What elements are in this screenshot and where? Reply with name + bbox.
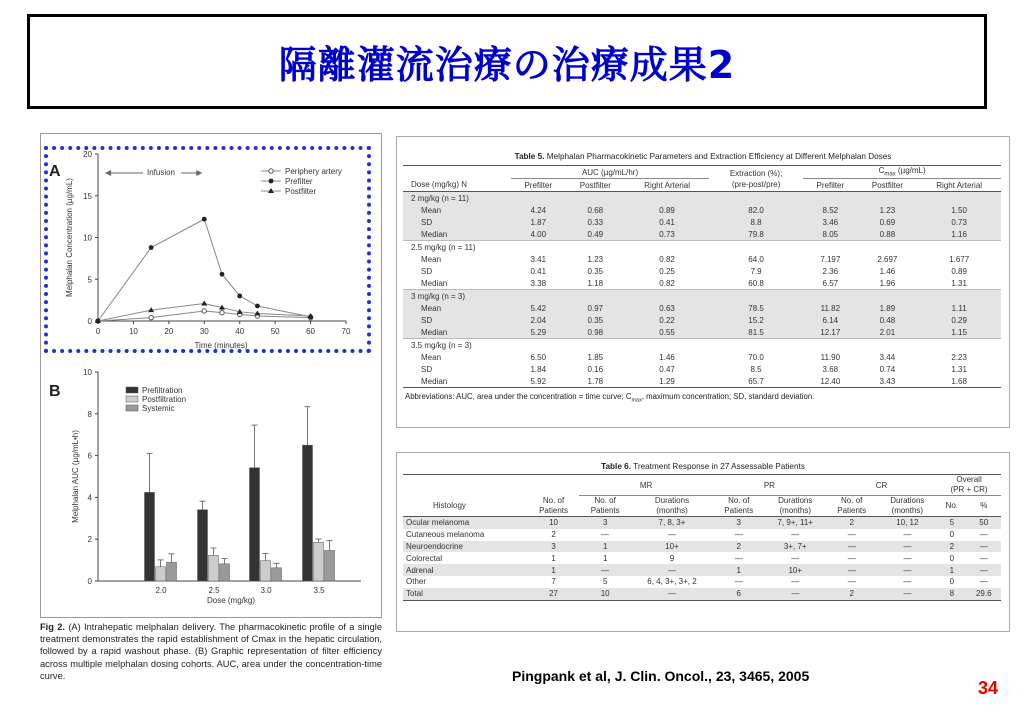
t5-cell: 0.48: [879, 315, 896, 325]
t6-cell: —: [791, 553, 800, 563]
t6-cell: —: [791, 530, 800, 540]
t6-cell: —: [979, 541, 988, 551]
table-row: [403, 253, 1001, 265]
t5-stat-label: Median: [421, 376, 448, 386]
t5-stat-label: Median: [421, 327, 448, 337]
t6-cell: —: [903, 541, 912, 551]
panel-a-x-tick-label: 70: [341, 327, 351, 336]
t6-cell: —: [791, 577, 800, 587]
t5-col-cmax-prefilter: Prefilter: [816, 180, 845, 190]
table-row: [403, 588, 1001, 600]
panel-b-category-label: 2.5: [208, 586, 220, 595]
t5-cell: 1.46: [659, 352, 675, 362]
t5-cell: 6.50: [530, 352, 547, 362]
t5-cell: 0.49: [587, 229, 604, 239]
t5-cell: 2.04: [530, 315, 547, 325]
panel-a-label: A: [49, 163, 61, 180]
t5-cell: 1.31: [951, 278, 967, 288]
table-row: [403, 363, 1001, 375]
panel-a-y-tick-label: 5: [87, 275, 92, 285]
t5-stat-label: Mean: [421, 254, 442, 264]
table-row: [403, 265, 1001, 277]
t6-col-pr-patients: No. of Patients: [724, 496, 754, 515]
panel-b-bar: [272, 568, 282, 581]
panel-b-bar: [261, 561, 271, 581]
t5-cell: 0.47: [659, 364, 675, 374]
t5-cell: 1.16: [951, 229, 967, 239]
slide-title-box: [27, 14, 987, 109]
t5-cell: 0.35: [587, 315, 604, 325]
t6-cell: —: [847, 577, 856, 587]
t6-group-cr: CR: [826, 475, 937, 496]
table-row: [403, 564, 1001, 576]
t5-cell: 4.24: [530, 205, 547, 215]
t5-col-dose: Dose (mg/kg) N: [411, 180, 468, 190]
t5-group-extraction: Extraction (%); (pre-post/pre): [729, 168, 783, 189]
t5-stat-label: SD: [421, 364, 433, 374]
panel-b-legend-swatch: [126, 396, 138, 402]
t6-col-pr-durations: Durations (months): [778, 496, 813, 515]
t6-cell: 10, 12: [896, 518, 919, 528]
table-row: [403, 351, 1001, 363]
panel-b-y-tick-label: 8: [87, 409, 92, 419]
t5-cell: 3.44: [879, 352, 896, 362]
t5-cell: 12.40: [820, 376, 841, 386]
t6-col-histology: Histology: [433, 500, 466, 510]
table6-label: Table 6.: [601, 462, 631, 471]
t5-cell: 12.17: [820, 327, 841, 337]
t5-cell: 2.36: [822, 266, 839, 276]
t6-cell: —: [903, 589, 912, 599]
t5-cell: 0.98: [587, 327, 604, 337]
t5-cell: 0.63: [659, 303, 675, 313]
t5-cell: 1.31: [951, 364, 967, 374]
t5-stat-label: Mean: [421, 303, 442, 313]
t6-cell: 0: [949, 530, 955, 540]
panel-a-x-tick-label: 10: [128, 327, 138, 336]
panel-b-bar: [250, 468, 260, 581]
table5-footnote: Abbreviations: AUC, area under the concentration = time curve; $C_{max}$, maximum concentration; SD, standard deviation.: [405, 392, 815, 404]
t6-cell: 3: [736, 518, 741, 528]
t5-cell: 1.50: [951, 205, 967, 215]
t5-group-label: 2 mg/kg (n = 11): [411, 193, 469, 203]
figure-caption: [40, 621, 382, 682]
highlight-dotted-box: [44, 146, 371, 353]
panel-b-legend-swatch: [126, 387, 138, 393]
t5-cell: 15.2: [748, 315, 764, 325]
t6-col-overall-pct: %: [980, 501, 988, 510]
t6-col-mr-patients: No. of Patients: [590, 496, 620, 515]
t6-cell: 3: [602, 518, 608, 528]
t5-cell: 0.89: [951, 266, 967, 276]
t5-cell: 65.7: [748, 376, 764, 386]
t6-cell: 6: [736, 589, 741, 599]
t6-cell: 6, 4, 3+, 3+, 2: [647, 577, 697, 587]
t5-cell: 3.46: [822, 217, 839, 227]
t6-cell: —: [734, 577, 743, 587]
t6-cell: 1: [551, 565, 556, 575]
t6-cell: 1: [949, 565, 955, 575]
t5-cell: 5.29: [530, 327, 547, 337]
t5-cell: 3.41: [530, 254, 547, 264]
t5-cell: 1.677: [949, 254, 970, 264]
t6-cell: 7, 8, 3+: [658, 518, 686, 528]
t5-cell: 1.11: [951, 303, 967, 313]
t6-cell: 8: [949, 589, 955, 599]
panel-b-bar: [167, 562, 177, 581]
t6-cell: 1: [551, 553, 556, 563]
t6-col-cr-durations: Durations (months): [890, 496, 925, 515]
t5-cell: 3.68: [822, 364, 839, 374]
t6-cell: 0: [949, 577, 955, 587]
table6-title: [397, 462, 1009, 471]
t5-cell: 1.84: [530, 364, 547, 374]
panel-b-y-tick-label: 0: [87, 577, 92, 586]
t5-cell: 0.97: [587, 303, 604, 313]
t5-stat-label: Median: [421, 278, 448, 288]
t5-group-label: 3.5 mg/kg (n = 3): [411, 340, 472, 350]
t5-cell: 0.16: [587, 364, 604, 374]
t6-histology: Neuroendocrine: [406, 541, 463, 551]
t5-cell: 0.69: [879, 217, 896, 227]
t5-cell: 1.87: [530, 217, 547, 227]
table-row: [403, 541, 1001, 553]
t5-cell: 3.43: [879, 376, 896, 386]
panel-a-x-tick-label: 60: [306, 327, 316, 336]
t6-cell: —: [847, 553, 856, 563]
t5-cell: 0.89: [659, 205, 675, 215]
t5-cell: 0.82: [659, 254, 675, 264]
panel-b-bar: [145, 492, 155, 581]
panel-b-category-label: 3.0: [260, 586, 272, 595]
t6-cell: 2: [736, 541, 741, 551]
t6-cell: —: [903, 577, 912, 587]
t6-cell: —: [847, 530, 856, 540]
panel-a-y-tick-label: 10: [83, 233, 92, 243]
t5-cell: 0.74: [879, 364, 896, 374]
t5-col-right-arterial: Right Arterial: [644, 180, 690, 190]
t6-cell: 0: [949, 553, 955, 563]
t6-histology: Ocular melanoma: [406, 518, 470, 528]
t5-cell: 0.33: [587, 217, 604, 227]
t5-cell: 0.22: [659, 315, 675, 325]
t5-cell: 0.25: [659, 266, 675, 276]
t5-cell: 79.8: [748, 229, 764, 239]
t5-cell: 2.01: [879, 327, 896, 337]
panel-a-y-tick-label: 15: [83, 191, 92, 201]
table-row: [403, 204, 1001, 216]
t6-cell: —: [601, 530, 610, 540]
panel-b-y-tick-label: 6: [87, 451, 92, 461]
panel-b-label: B: [49, 383, 61, 400]
t5-cell: 11.82: [820, 303, 841, 313]
t5-cell: 0.55: [659, 327, 675, 337]
table-row: [403, 375, 1001, 388]
t5-col-prefilter: Prefilter: [524, 180, 553, 190]
t5-cell: 8.8: [750, 217, 762, 227]
t5-col-postfilter: Postfilter: [579, 180, 611, 190]
t5-cell: 8.52: [822, 205, 839, 215]
t6-cell: 29.6: [975, 589, 992, 599]
t5-cell: 3.38: [530, 278, 547, 288]
t5-cell: 0.41: [659, 217, 675, 227]
t5-cell: 1.23: [879, 205, 896, 215]
t6-cell: 2: [551, 530, 556, 540]
t5-stat-label: SD: [421, 266, 433, 276]
t5-stat-label: SD: [421, 217, 433, 227]
t6-cell: 9: [669, 553, 675, 563]
t6-cell: 7, 9+, 11+: [777, 518, 813, 528]
t5-cell: 0.41: [530, 266, 547, 276]
t6-col-patients: No. of Patients: [539, 495, 568, 515]
panel-a-legend-label: Prefilter: [285, 177, 313, 186]
panel-a-y-label: Melphalan Concentration (µg/mL): [65, 178, 74, 297]
t5-cell: 1.18: [587, 278, 604, 288]
t5-group-row: [403, 290, 1001, 303]
panel-b-legend-label: Systemic: [142, 404, 175, 413]
t5-cell: 1.23: [587, 254, 604, 264]
t6-cell: —: [667, 530, 676, 540]
panel-b-category-label: 2.0: [155, 586, 167, 595]
t6-cell: 2: [849, 589, 854, 599]
table5-panel: [396, 136, 1010, 428]
t5-cell: 4.00: [530, 229, 547, 239]
table-row: [403, 326, 1001, 339]
t5-cell: 2.23: [951, 352, 967, 362]
t5-stat-label: Median: [421, 229, 448, 239]
t5-cell: 1.78: [587, 376, 604, 386]
t5-group-label: 3 mg/kg (n = 3): [411, 291, 466, 301]
panel-b-bar: [220, 564, 230, 581]
t5-group-cmax: $C_{max}$ (µg/mL): [803, 166, 1001, 179]
table6: [403, 474, 1001, 601]
t6-cell: 5: [602, 577, 608, 587]
t6-group-mr: MR: [579, 475, 713, 496]
t6-cell: —: [667, 565, 676, 575]
t5-cell: 1.15: [951, 327, 967, 337]
t6-cell: 10: [549, 518, 558, 528]
t6-cell: 1: [602, 553, 608, 563]
t5-group-auc: AUC (µg/mL/hr): [511, 166, 709, 179]
panel-a-x-tick-label: 40: [235, 327, 245, 336]
table-row: [403, 576, 1001, 588]
t5-cell: 60.8: [748, 278, 764, 288]
t6-cell: 5: [949, 518, 955, 528]
t5-cell: 6.14: [822, 315, 839, 325]
t6-cell: 27: [549, 589, 558, 599]
t6-cell: —: [791, 589, 800, 599]
table-row: [403, 302, 1001, 314]
t6-cell: —: [979, 553, 988, 563]
table5-title-text: Melphalan Pharmacokinetic Parameters and Extraction Efficiency at Different Melphalan Doses: [546, 152, 892, 161]
t6-cell: 10+: [665, 541, 679, 551]
t5-cell: 11.90: [820, 352, 841, 362]
table6-panel: [396, 452, 1010, 632]
panel-a-x-tick-label: 30: [199, 327, 209, 336]
t6-histology: Total: [406, 589, 423, 599]
table-row: [403, 277, 1001, 290]
t6-col-mr-durations: Durations (months): [654, 496, 690, 515]
t5-group-row: [403, 339, 1001, 352]
t5-cell: 1.89: [879, 303, 896, 313]
t5-stat-label: SD: [421, 315, 433, 325]
t5-cell: 0.82: [659, 278, 675, 288]
t5-cell: 8.05: [822, 229, 839, 239]
t5-cell: 0.73: [951, 217, 967, 227]
panel-b-y-label: Melphalan AUC (µg/mL•h): [71, 430, 80, 523]
t6-cell: 10: [600, 589, 610, 599]
panel-b-y-tick-label: 4: [87, 493, 92, 503]
t6-cell: 1: [736, 565, 741, 575]
caption-text: (A) Intrahepatic melphalan delivery. The pharmacokinetic profile of a single treatment demonstrates the rapid establishment of Cmax in the hepatic circulation, followed by a rapid washout phase. (B) Graphic representation of filter efficiency across multiple melphalan dosing cohorts. AUC, area under the concentration-time curve.: [40, 622, 382, 681]
panel-b-category-label: 3.5: [313, 586, 325, 595]
t5-cell: 1.85: [587, 352, 604, 362]
t5-col-cmax-postfilter: Postfilter: [871, 180, 903, 190]
panel-a-y-tick-label: 0: [87, 317, 92, 326]
panel-b-bar: [303, 445, 313, 581]
t6-cell: 10+: [788, 565, 803, 575]
t6-cell: 50: [979, 518, 989, 528]
t5-cell: 6.57: [822, 278, 839, 288]
panel-b-y-tick-label: 10: [83, 368, 92, 377]
t6-cell: —: [734, 530, 743, 540]
panel-b-bar: [198, 510, 208, 581]
t5-cell: 1.68: [951, 376, 967, 386]
t6-cell: 3+, 7+: [783, 541, 807, 551]
panel-b-legend-label: Prefiltration: [142, 386, 183, 395]
t6-cell: 7: [551, 577, 556, 587]
panel-a-y-tick-label: 20: [83, 150, 92, 159]
t5-group-label: 2.5 mg/kg (n = 11): [411, 242, 476, 252]
t6-group-overall: Overall (PR + CR): [937, 475, 1001, 496]
t6-cell: 3: [551, 541, 556, 551]
table-row: [403, 228, 1001, 241]
table5-title: [397, 152, 1009, 161]
t5-cell: 0.73: [659, 229, 675, 239]
t6-cell: —: [847, 565, 856, 575]
t5-group-row: [403, 241, 1001, 254]
t5-cell: 2.697: [877, 254, 898, 264]
t6-group-pr: PR: [713, 475, 826, 496]
t6-cell: 1: [602, 541, 608, 551]
panel-a-legend-label: Periphery artery: [285, 167, 342, 176]
table5: [403, 165, 1001, 388]
t5-cell: 7.197: [820, 254, 841, 264]
panel-a-x-tick-label: 50: [270, 327, 280, 336]
t6-cell: —: [903, 565, 912, 575]
panel-b-bar: [314, 542, 324, 581]
panel-a-annotation: Infusion: [146, 168, 176, 177]
t5-cell: 82.0: [748, 205, 764, 215]
table6-title-text: Treatment Response in 27 Assessable Patients: [633, 462, 805, 471]
t6-cell: —: [979, 565, 988, 575]
panel-a-x-label: Time (minutes): [194, 341, 248, 350]
panel-b-bar: [209, 555, 219, 581]
t6-cell: —: [601, 565, 610, 575]
t5-cell: 0.35: [587, 266, 604, 276]
panel-b-bar: [325, 550, 335, 581]
t6-cell: —: [734, 553, 743, 563]
t6-cell: —: [903, 553, 912, 563]
slide-title: 隔離灌流治療の治療成果2: [278, 43, 736, 87]
panel-b-x-label: Dose (mg/kg): [206, 596, 256, 605]
t6-cell: 2: [949, 541, 955, 551]
t6-histology: Adrenal: [406, 565, 434, 575]
t6-cell: —: [903, 530, 912, 540]
t6-cell: —: [979, 530, 988, 540]
panel-a-x-tick-label: 20: [164, 327, 174, 336]
t5-cell: 5.42: [530, 303, 547, 313]
table5-label: Table 5.: [514, 152, 545, 161]
panel-b-y-tick-label: 2: [87, 535, 92, 545]
t6-cell: —: [979, 577, 988, 587]
panel-b-legend-label: Postfiltration: [142, 395, 187, 404]
table-row: [403, 529, 1001, 541]
t5-cell: 1.96: [879, 278, 896, 288]
t5-cell: 0.29: [951, 315, 967, 325]
t5-col-cmax-right-arterial: Right Arterial: [936, 180, 983, 190]
t5-cell: 7.9: [750, 266, 762, 276]
table-row: [403, 517, 1001, 529]
table-row: [403, 314, 1001, 326]
table-row: [403, 216, 1001, 228]
t5-cell: 70.0: [748, 352, 764, 362]
t6-histology: Other: [406, 577, 427, 587]
t5-cell: 1.29: [659, 376, 675, 386]
t6-histology: Colorectal: [406, 553, 443, 563]
panel-a-x-tick-label: 0: [95, 327, 101, 336]
panel-b-bar: [156, 567, 166, 581]
t5-stat-label: Mean: [421, 352, 442, 362]
t5-cell: 81.5: [748, 327, 764, 337]
t6-cell: 2: [849, 518, 854, 528]
t5-group-row: [403, 192, 1001, 205]
t5-cell: 0.68: [587, 205, 604, 215]
t6-cell: —: [847, 541, 856, 551]
t5-stat-label: Mean: [421, 205, 442, 215]
panel-b-legend-swatch: [126, 405, 138, 411]
reference-citation: Pingpank et al, J. Clin. Oncol., 23, 3465, 2005: [512, 668, 810, 684]
t6-col-cr-patients: No. of Patients: [837, 496, 867, 515]
panel-a-legend-label: Postfilter: [285, 187, 317, 196]
t5-cell: 64.0: [748, 254, 764, 264]
t5-cell: 8.5: [750, 364, 762, 374]
caption-label: Fig 2.: [40, 622, 66, 632]
t5-cell: 1.46: [879, 266, 896, 276]
t5-cell: 5.92: [530, 376, 547, 386]
t5-cell: 0.88: [879, 229, 896, 239]
table-row: [403, 552, 1001, 564]
t6-cell: —: [667, 589, 676, 599]
t6-histology: Cutaneous melanoma: [406, 530, 485, 540]
page-number: 34: [978, 678, 999, 698]
t5-cell: 78.5: [748, 303, 764, 313]
t6-col-overall-no: No.: [945, 501, 959, 510]
